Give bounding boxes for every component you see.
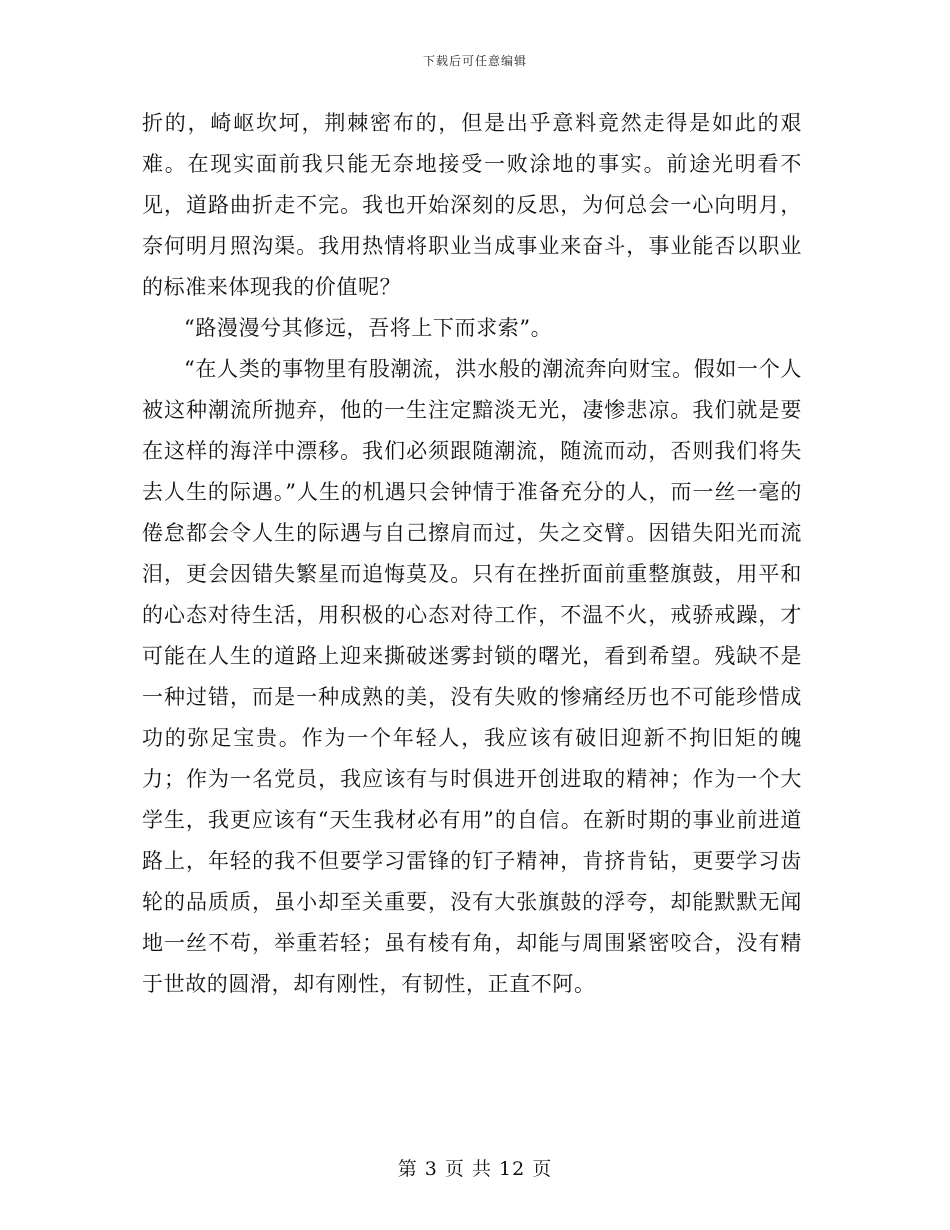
page-number-footer: 第 3 页 共 12 页: [397, 1158, 553, 1180]
paragraph-continuation: 折的，崎岖坎坷，荆棘密布的，但是出乎意料竟然走得是如此的艰难。在现实面前我只能无奈地接受一败涂地的事实。前途光明看不见，道路曲折走不完。我也开始深刻的反思，为何总会一心向明月，奈何明月照沟渠。我用热情将职业当成事业来奋斗，事业能否以职业的标准来体现我的价值呢？: [142, 111, 802, 299]
paragraph-main: “在人类的事物里有股潮流，洪水般的潮流奔向财宝。假如一个人被这种潮流所抛弃，他的一生注定黯淡无光，凄惨悲凉。我们就是要在这样的海洋中漂移。我们必须跟随潮流，随流而动，否则我们将失去人生的际遇。”人生的机遇只会钟情于准备充分的人，而一丝一毫的倦怠都会令人生的际遇与自己擦肩而过，失之交臂。因错失阳光而流泪，更会因错失繁星而追悔莫及。只有在挫折面前重整旗鼓，用平和的心态对待生活，用积极的心态对待工作，不温不火，戒骄戒躁，才可能在人生的道路上迎来撕破迷雾封锁的曙光，看到希望。残缺不是一种过错，而是一种成熟的美，没有失败的惨痛经历也不可能珍惜成功的弥足宝贵。作为一个年轻人，我应该有破旧迎新不拘旧矩的魄力；作为一名党员，我应该有与时俱进开创进取的精神；作为一个大学生，我更应该有“天生我材必有用”的自信。在新时期的事业前进道路上，年轻的我不但要学习雷锋的钉子精神，肯挤肯钻，更要学习齿轮的品质质，虽小却至关重要，没有大张旗鼓的浮夸，却能默默无闻地一丝不苟，举重若轻；虽有棱有角，却能与周围紧密咬合，没有精于世故的圆滑，却有刚性，有韧性，正直不阿。: [142, 357, 802, 996]
document-body: [142, 103, 802, 1005]
header-note: 下载后可任意编辑: [422, 54, 527, 68]
paragraph-quote: “路漫漫兮其修远，吾将上下而求索”。: [184, 316, 553, 340]
